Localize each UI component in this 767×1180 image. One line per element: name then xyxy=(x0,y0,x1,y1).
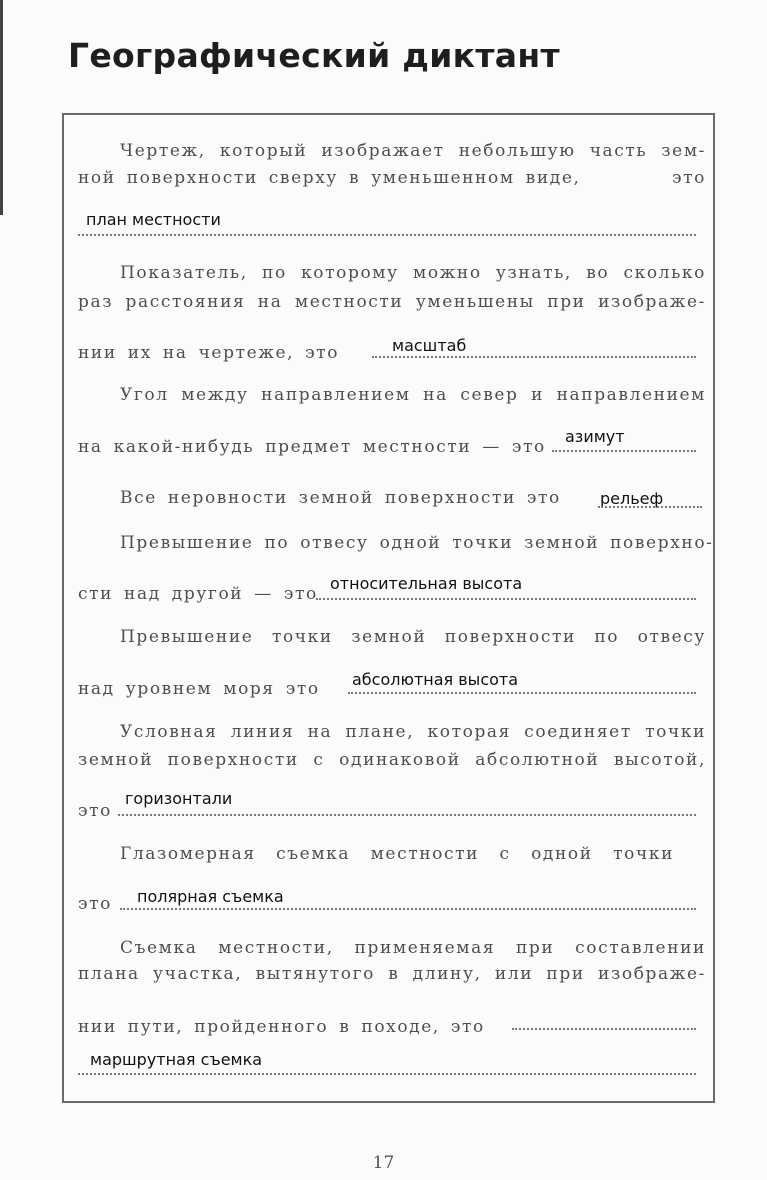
q7-text-line-1: Условная линия на плане, которая соединяет точки xyxy=(120,722,706,742)
q8-text-line-1: Глазомерная съемка местности с одной точки xyxy=(120,844,674,864)
q6-text-line-1: Превышение точки земной поверхности по отвесу xyxy=(120,627,706,647)
q3-answer[interactable]: азимут xyxy=(565,427,625,446)
q9-inline-dots xyxy=(512,1028,696,1030)
q6-answer[interactable]: абсолютная высота xyxy=(352,670,519,689)
q8-answer-line xyxy=(120,908,696,910)
q1-text-line-2: ной поверхности сверху в уменьшенном виде, это xyxy=(78,168,706,188)
q2-answer-line xyxy=(372,356,696,358)
q1-answer[interactable]: план местности xyxy=(86,210,221,229)
q9-text-line-1: Съемка местности, применяемая при составлении xyxy=(120,938,706,958)
q9-answer[interactable]: маршрутная съемка xyxy=(90,1050,263,1069)
q5-answer-line xyxy=(316,598,696,600)
q9-text-line-3: нии пути, пройденного в походе, это xyxy=(78,1017,485,1037)
page-title: Географический диктант xyxy=(68,36,560,75)
q3-text-line-2: на какой-нибудь предмет местности — это xyxy=(78,437,546,457)
q7-text-line-2: земной поверхности с одинаковой абсолютной высотой, xyxy=(78,750,706,770)
q8-answer[interactable]: полярная съемка xyxy=(137,887,284,906)
q7-answer-line xyxy=(118,814,696,816)
q3-text-line-1: Угол между направлением на север и направлением xyxy=(120,385,706,405)
q4-answer-line xyxy=(598,506,702,508)
page-number: 17 xyxy=(372,1153,395,1173)
q5-text-line-2: сти над другой — это xyxy=(78,584,318,604)
q3-answer-line xyxy=(552,450,696,452)
q1-answer-line xyxy=(78,234,696,236)
q2-answer[interactable]: масштаб xyxy=(392,336,467,355)
q2-text-line-2: раз расстояния на местности уменьшены при изображе- xyxy=(78,292,706,312)
q7-text-line-3: это xyxy=(78,801,112,821)
q6-text-line-2: над уровнем моря это xyxy=(78,679,320,699)
q7-answer[interactable]: горизонтали xyxy=(125,789,233,808)
q9-text-line-2: плана участка, вытянутого в длину, или при изображе- xyxy=(78,964,706,984)
q8-text-line-2: это xyxy=(78,894,112,914)
q4-text-line-1: Все неровности земной поверхности это xyxy=(120,488,561,508)
q2-text-line-3: нии их на чертеже, это xyxy=(78,343,340,363)
page-edge-rule xyxy=(0,0,3,215)
q1-text-line-1: Чертеж, который изображает небольшую часть зем- xyxy=(120,141,706,161)
q9-answer-line xyxy=(78,1073,696,1075)
q6-answer-line xyxy=(348,692,696,694)
q4-answer[interactable]: рельеф xyxy=(600,489,664,508)
q5-answer[interactable]: относительная высота xyxy=(330,574,523,593)
q5-text-line-1: Превышение по отвесу одной точки земной поверхно- xyxy=(120,533,714,553)
q2-text-line-1: Показатель, по которому можно узнать, во сколько xyxy=(120,263,706,283)
